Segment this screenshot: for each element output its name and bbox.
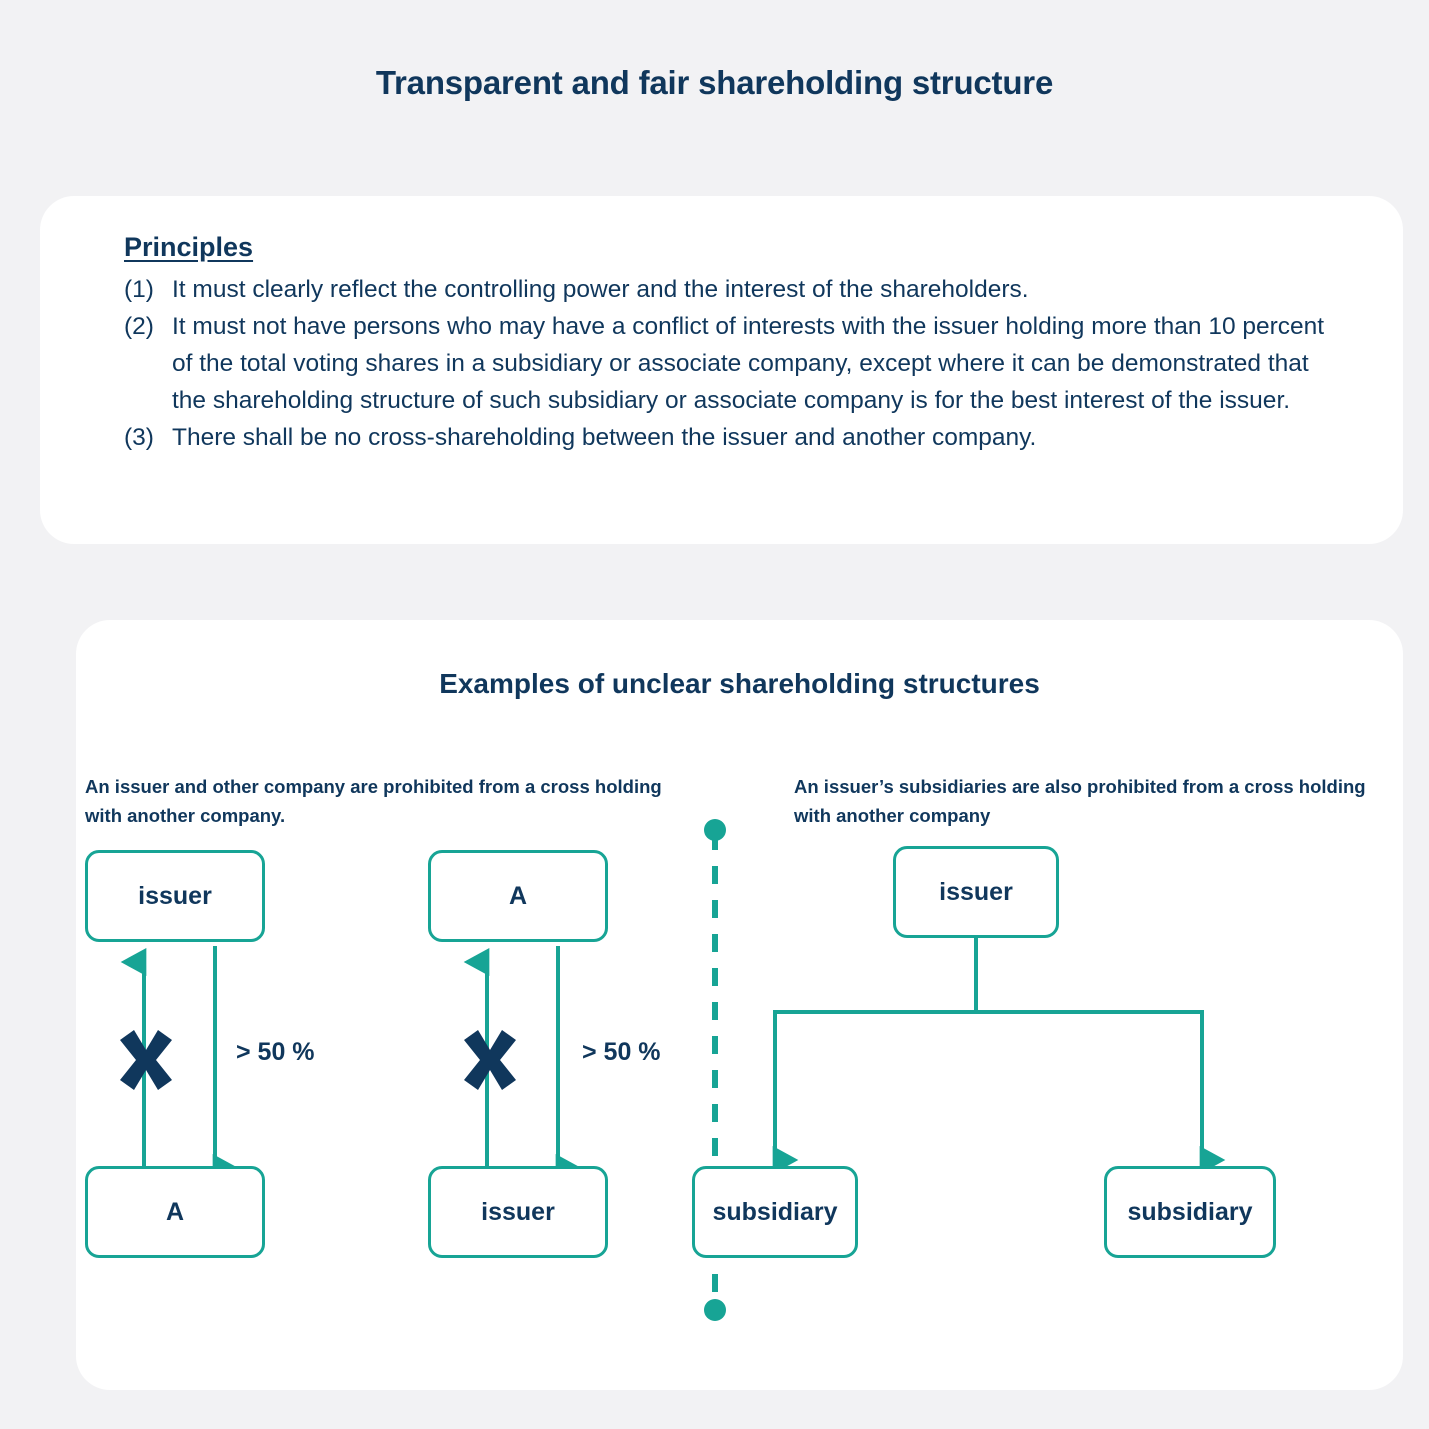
principle-item: [124, 271, 1343, 308]
examples-title: Examples of unclear shareholding structures: [439, 668, 1040, 699]
principles-card: [40, 196, 1403, 544]
node-subsidiary-right[interactable]: subsidiary: [1104, 1166, 1276, 1258]
node-subsidiary-left[interactable]: subsidiary: [692, 1166, 858, 1258]
principle-number: (2): [124, 313, 154, 340]
node-issuer-d2[interactable]: issuer: [428, 1166, 608, 1258]
principle-item: [124, 419, 1343, 456]
x-mark-icon-2: [450, 1020, 530, 1100]
diagram-connectors: [76, 620, 1403, 1390]
node-a-d1[interactable]: A: [85, 1166, 265, 1258]
edge-label-d2: > 50 %: [582, 1038, 661, 1066]
principle-item: [124, 308, 1343, 419]
principle-number: (3): [124, 424, 154, 451]
left-column-caption: An issuer and other company are prohibited from a cross holding with another company.: [85, 776, 662, 826]
principle-text: There shall be no cross-shareholding between the issuer and another company.: [172, 424, 1037, 451]
principle-text: It must not have persons who may have a conflict of interests with the issuer holding more than 10 percent of the total voting shares in a subsidiary or associate company, except where it can be demonstrated that the shareholding structure of such subsidiary or associate company is for the best interest of the issuer.: [172, 313, 1325, 414]
principle-text: It must clearly reflect the controlling power and the interest of the shareholders.: [172, 276, 1029, 303]
diagram-area: [76, 620, 1403, 1390]
node-issuer-d3[interactable]: issuer: [893, 846, 1059, 938]
edge-label-d1: > 50 %: [236, 1038, 315, 1066]
right-column-caption: An issuer’s subsidiaries are also prohibited from a cross holding with another company: [794, 776, 1366, 826]
x-mark-icon-1: [106, 1020, 186, 1100]
examples-card: [76, 620, 1403, 1390]
principles-heading: Principles: [124, 232, 254, 262]
node-a-d2[interactable]: A: [428, 850, 608, 942]
page-title: Transparent and fair shareholding structure: [375, 64, 1054, 101]
principle-number: (1): [124, 276, 154, 303]
node-issuer-d1[interactable]: issuer: [85, 850, 265, 942]
